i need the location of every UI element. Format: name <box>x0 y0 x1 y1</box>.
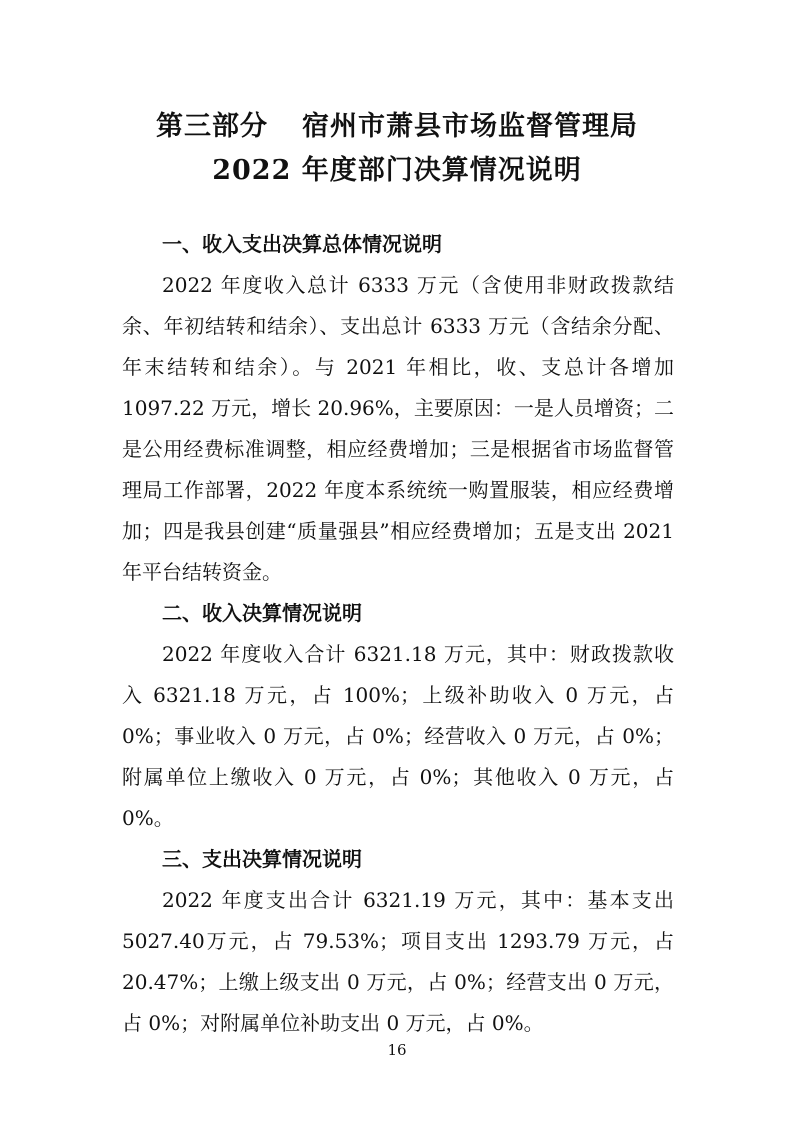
title-organization: 宿州市萧县市场监督管理局 <box>302 111 638 142</box>
section-heading-2: 二、收入决算情况说明 <box>162 601 362 625</box>
section-paragraph-3: 2022 年度支出合计 6321.19 万元，其中：基本支出 5027.40万元，占 79.53%；项目支出 1293.79 万元，占 20.47%；上缴上级支出 0 万元，占 0%；经营支出 0 万元，占 0%；对附属单位补助支出 0 万元，占 0%。 <box>122 888 674 1035</box>
document-body <box>122 224 674 1044</box>
section-heading-3: 三、支出决算情况说明 <box>162 847 362 871</box>
page-number: 16 <box>387 1041 407 1059</box>
page-title-line-2: 2022 年度部门决算情况说明 <box>212 155 582 186</box>
section-paragraph-2: 2022 年度收入合计 6321.18 万元，其中：财政拨款收入 6321.18 万元，占 100%；上级补助收入 0 万元，占 0%；事业收入 0 万元，占 0%；经营收入 0 万元，占 0%；附属单位上缴收入 0 万元，占 0%；其他收入 0 万元，占 0%。 <box>122 642 674 830</box>
section-heading-1: 一、收入支出决算总体情况说明 <box>162 232 442 256</box>
title-part-label: 第三部分 <box>156 111 268 142</box>
page-title-line-1 <box>0 104 794 143</box>
section-paragraph-1: 2022 年度收入总计 6333 万元（含使用非财政拨款结余、年初结转和结余）、支出总计 6333 万元（含结余分配、年末结转和结余）。与 2021 年相比，收、支总计各增加 1097.22 万元，增长 20.96%，主要原因：一是人员增资；二是公用经费标准调整，相应经费增加；三是根据省市场监督管理局工作部署，2022 年度本系统统一购置服装，相应经费增加；四是我县创建“质量强县”相应经费增加；五是支出 2021 年平台结转资金。 <box>122 273 674 584</box>
